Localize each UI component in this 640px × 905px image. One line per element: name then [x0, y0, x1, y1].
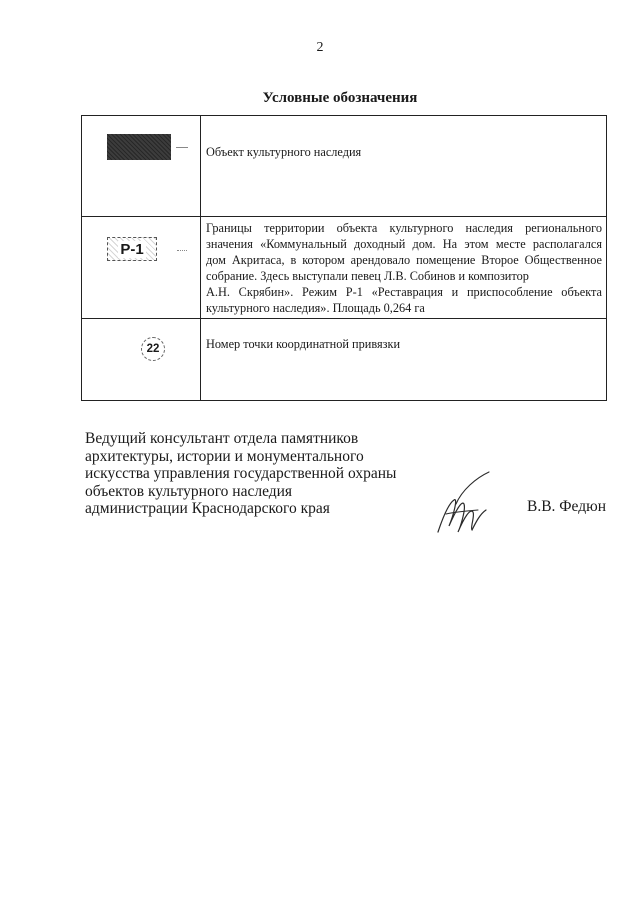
- signer-title: [85, 430, 396, 518]
- legend-text-line: Номер точки координатной привязки: [206, 337, 401, 351]
- legend-row-reference-point: [82, 319, 607, 401]
- leader-line: [177, 250, 187, 251]
- page-number: 2: [316, 40, 324, 55]
- legend-row-territory-boundary: [82, 217, 607, 319]
- legend-symbol-cell: [82, 319, 201, 401]
- legend-text-line: собрание. Здесь выступали певец Л.В. Собинов и композитор: [206, 269, 529, 283]
- signer-name: В.В. Федюн: [527, 498, 606, 515]
- legend-table: [81, 115, 607, 401]
- territory-boundary-swatch: [107, 237, 157, 261]
- legend-text-line: дом Акритаса, в котором арендовало помещение Второе Общественное: [206, 253, 602, 267]
- legend-title: Условные обозначения: [262, 90, 418, 106]
- handwritten-signature: [432, 470, 492, 536]
- legend-text-line: Границы территории объекта культурного наследия регионального: [206, 221, 602, 235]
- legend-row-heritage-object: [82, 116, 607, 217]
- legend-text-line: Объект культурного наследия: [206, 145, 362, 159]
- legend-symbol-cell: [82, 116, 201, 217]
- legend-text-line: А.Н. Скрябин». Режим Р-1 «Реставрация и приспособление объекта: [206, 285, 602, 299]
- signer-title-line: архитектуры, истории и монументального: [85, 447, 364, 465]
- leader-line: [176, 147, 188, 148]
- legend-symbol-cell: [82, 217, 201, 319]
- legend-description: [201, 116, 607, 217]
- regime-label: Р-1: [120, 240, 144, 258]
- heritage-object-swatch: [107, 134, 171, 160]
- legend-description: [201, 217, 607, 319]
- signer-title-line: объектов культурного наследия: [85, 482, 293, 500]
- signer-title-line: администрации Краснодарского края: [85, 500, 330, 517]
- reference-point-marker: 22: [141, 337, 165, 361]
- legend-text-line: значения «Коммунальный доходный дом. На этом месте располагался: [206, 237, 602, 251]
- signer-title-line: искусства управления государственной охраны: [85, 465, 397, 482]
- legend-text-line: культурного наследия». Площадь 0,264 га: [206, 301, 425, 315]
- legend-description: [201, 319, 607, 401]
- signer-title-line: Ведущий консультант отдела памятников: [85, 430, 359, 447]
